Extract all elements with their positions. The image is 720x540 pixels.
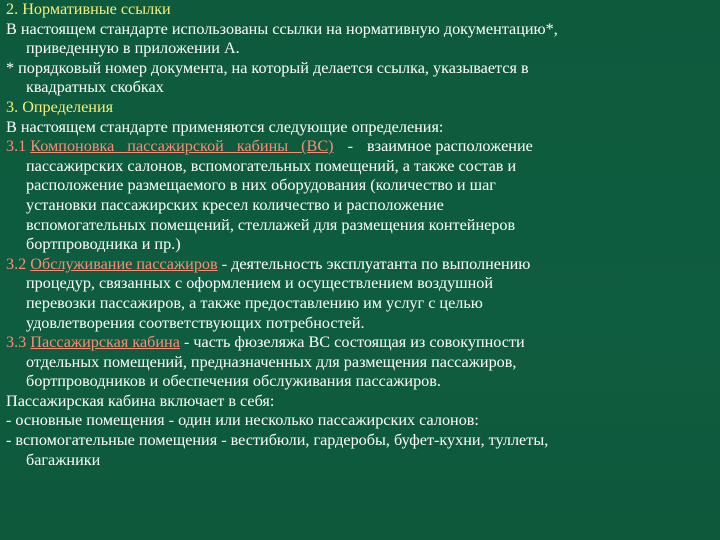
- definition-3-1-line-4: установки пассажирских кресел количество и расположение: [26, 195, 444, 214]
- list-item-auxiliary-rooms-line-2: багажники: [26, 450, 101, 469]
- definitions-intro: В настоящем стандарте применяются следующие определения:: [6, 117, 444, 136]
- definition-3-2-line-2: процедур, связанных с оформлением и осуществлением воздушной: [26, 274, 494, 293]
- list-item-main-rooms: - основные помещения - один или несколько пассажирских салонов:: [6, 411, 479, 430]
- definition-3-1-number: 3.1: [6, 137, 27, 156]
- definition-3-2-term: Обслуживание пассажиров: [30, 254, 218, 273]
- definition-3-2-line-1: [6, 255, 712, 275]
- section-2-heading: 2. Нормативные ссылки: [6, 0, 171, 18]
- definition-3-3-rest: - часть фюзеляжа ВС состоящая из совокупности: [179, 333, 525, 352]
- definition-3-3-number: 3.3: [6, 333, 27, 352]
- list-item-auxiliary-rooms-line-1: - вспомогательные помещения - вестибюли, гардеробы, буфет-кухни, туллеты,: [6, 431, 549, 450]
- section-3-heading: 3. Определения: [6, 97, 114, 116]
- definition-3-1-line-2: пассажирских салонов, вспомогательных помещений, а также состав и: [26, 156, 517, 175]
- definition-3-3-line-1: [6, 333, 712, 353]
- definition-3-2-line-3: перевозки пассажиров, а также предоставлению им услуг с целью: [26, 293, 483, 312]
- definition-3-2-line-4: удовлетворения соответствующих потребностей.: [26, 313, 365, 332]
- refs-paragraph-line-1: В настоящем стандарте использованы ссылки на нормативную документацию*,: [6, 19, 558, 38]
- definition-3-1-line-1: [6, 137, 712, 157]
- cabin-includes: Пассажирская кабина включает в себя:: [6, 391, 275, 410]
- footnote-line-2: квадратных скобках: [26, 78, 164, 97]
- definition-3-1-rest: взаимное расположение: [367, 137, 533, 156]
- definition-3-3-line-2: отдельных помещений, предназначенных для размещения пассажиров,: [26, 352, 517, 371]
- definition-3-1-term: Компоновка пассажирской кабины (ВС): [30, 137, 334, 156]
- footnote-line-1: * порядковый номер документа, на который делается ссылка, указывается в: [6, 58, 529, 77]
- definition-3-2-rest: - деятельность эксплуатанта по выполнению: [217, 254, 531, 273]
- definition-3-3-term: Пассажирская кабина: [30, 333, 180, 352]
- definition-3-1-line-6: бортпроводника и пр.): [26, 235, 181, 254]
- definition-3-2-number: 3.2: [6, 254, 27, 273]
- refs-paragraph-line-2: приведенную в приложении А.: [26, 39, 240, 58]
- definition-3-1-line-3: расположение размещаемого в них оборудования (количество и шаг: [26, 176, 496, 195]
- definition-3-1-line-5: вспомогательных помещений, стеллажей для размещения контейнеров: [26, 215, 516, 234]
- definition-3-1-dash: -: [347, 137, 353, 156]
- definition-3-3-line-3: бортпроводников и обеспечения обслуживания пассажиров.: [26, 372, 441, 391]
